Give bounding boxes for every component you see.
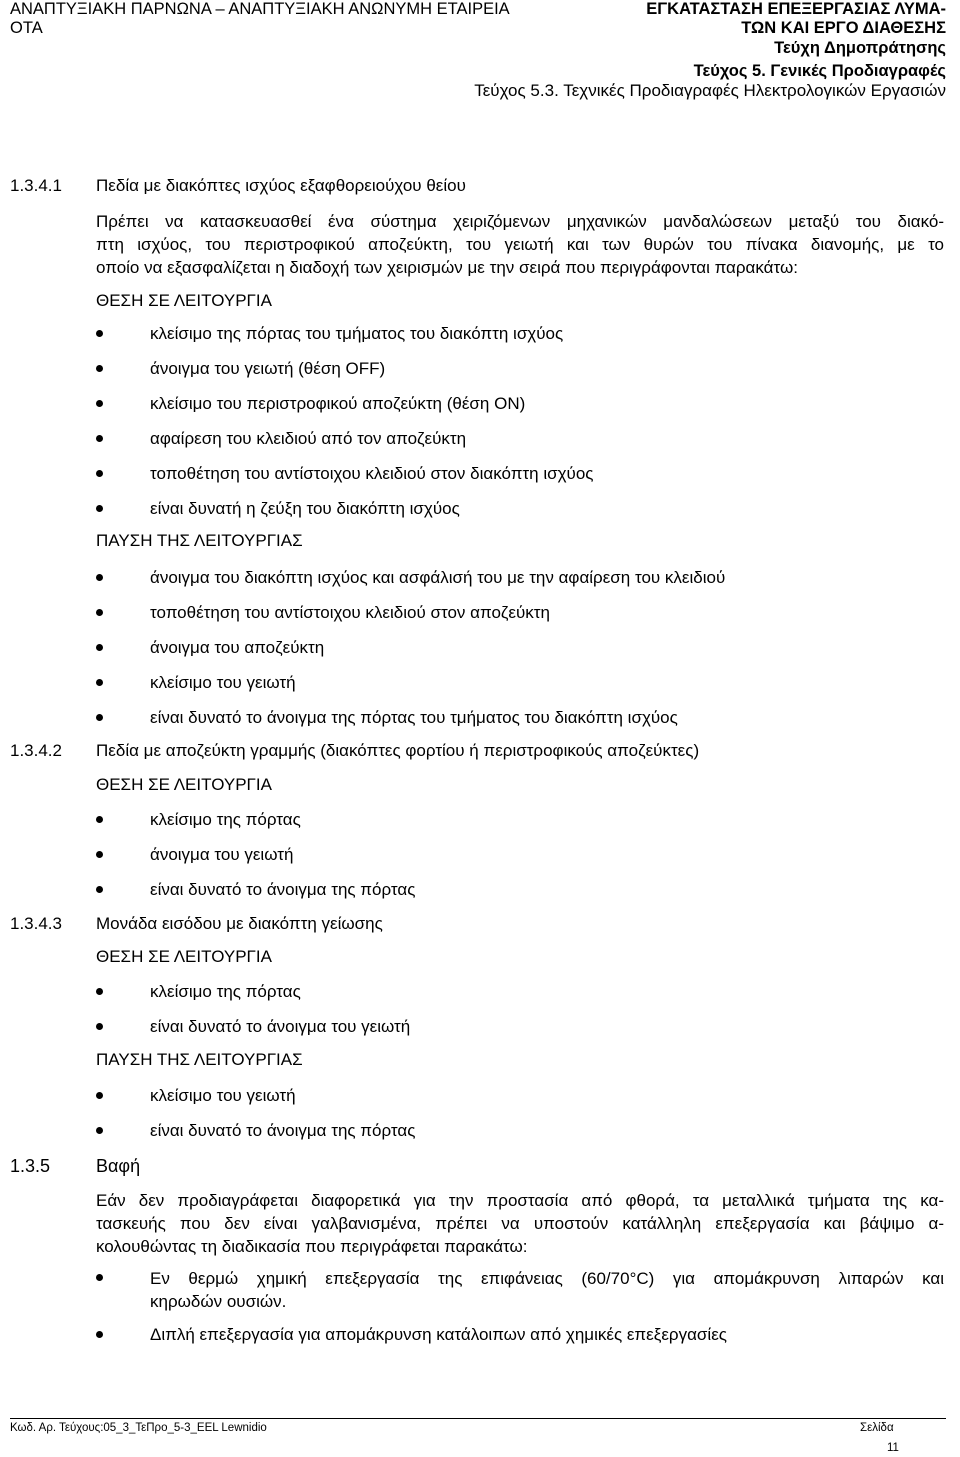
bullet-icon [96, 1274, 103, 1281]
bullet-icon [96, 365, 103, 372]
header-org-line1: ΑΝΑΠΤΥΞΙΑΚΗ ΠΑΡΝΩΝΑ – ΑΝΑΠΤΥΞΙΑΚΗ ΑΝΩΝΥΜΗ ΕΤΑΙΡΕΙΑ [10, 0, 510, 18]
list-item: Διπλή επεξεργασία για απομάκρυνση κατάλοιπων από χημικές επεξεργασίες [150, 1325, 727, 1344]
paragraph-line: Εάν δεν προδιαγράφεται διαφορετικά για την προστασία από φθορά, τα μεταλλικά τμήματα της κα- [96, 1191, 944, 1210]
footer-page-label: Σελίδα [860, 1422, 894, 1434]
list-item: είναι δυνατό το άνοιγμα της πόρτας του τμήματος του διακόπτη ισχύος [150, 708, 678, 727]
list-item: άνοιγμα του διακόπτη ισχύος και ασφάλισή του με την αφαίρεση του κλειδιού [150, 568, 726, 587]
section-title: Βαφή [96, 1156, 141, 1176]
list-item: είναι δυνατό το άνοιγμα της πόρτας [150, 1121, 416, 1140]
list-item: άνοιγμα του γειωτή [150, 845, 294, 864]
list-item: κλείσιμο του περιστροφικού αποζεύκτη (θέση ON) [150, 394, 526, 413]
paragraph-line: Πρέπει να κατασκευασθεί ένα σύστημα χειριζόμενων μηχανικών μανδαλώσεων μεταξύ του διακό- [96, 212, 944, 231]
bullet-icon [96, 400, 103, 407]
paragraph-line: οποίο να εξασφαλίζεται η διαδοχή των χειρισμών με την σειρά που περιγράφονται παρακάτω: [96, 258, 798, 277]
section-number: 1.3.4.1 [10, 176, 62, 195]
bullet-icon [96, 679, 103, 686]
list-item: είναι δυνατό το άνοιγμα της πόρτας [150, 880, 416, 899]
list-item: κλείσιμο της πόρτας [150, 982, 301, 1001]
bullet-icon [96, 505, 103, 512]
label-in-operation: ΘΕΣΗ ΣΕ ΛΕΙΤΟΥΡΓΙΑ [96, 775, 272, 794]
section-title: Μονάδα εισόδου με διακόπτη γείωσης [96, 914, 383, 933]
paragraph-line: πτη ισχύος, του περιστροφικού αποζεύκτη, του γειωτή και των θυρών του πίνακα διανομής, με το [96, 235, 944, 254]
paragraph-line: τασκευής που δεν είναι γαλβανισμένα, πρέπει να υποστούν κατάλληλη επεξεργασία και βάψιμο α- [96, 1214, 944, 1233]
list-item: αφαίρεση του κλειδιού από τον αποζεύκτη [150, 429, 467, 448]
list-item: τοποθέτηση του αντίστοιχου κλειδιού στον διακόπτη ισχύος [150, 464, 594, 483]
list-item-line: Εν θερμώ χημική επεξεργασία της επιφάνειας (60/70°C) για απομάκρυνση λιπαρών και [150, 1269, 944, 1288]
list-item: κλείσιμο της πόρτας [150, 810, 301, 829]
section-number: 1.3.4.3 [10, 914, 62, 933]
bullet-icon [96, 609, 103, 616]
bullet-icon [96, 816, 103, 823]
bullet-icon [96, 1331, 103, 1338]
footer-document-code: Κωδ. Αρ. Τεύχους:05_3_ΤεΠρο_5-3_EEL Lewnidio [10, 1422, 267, 1434]
paragraph-line: κολουθώντας τη διαδικασία που περιγράφεται παρακάτω: [96, 1237, 528, 1256]
list-item: άνοιγμα του γειωτή (θέση OFF) [150, 359, 386, 378]
header-volume: Τεύχος 5. Γενικές Προδιαγραφές [693, 62, 946, 80]
list-item: άνοιγμα του αποζεύκτη [150, 638, 325, 657]
label-in-operation: ΘΕΣΗ ΣΕ ΛΕΙΤΟΥΡΓΙΑ [96, 291, 272, 310]
bullet-icon [96, 1023, 103, 1030]
footer-divider [10, 1418, 946, 1419]
footer-page-number: 11 [887, 1442, 899, 1454]
section-paragraph [96, 210, 944, 279]
list-item: είναι δυνατό το άνοιγμα του γειωτή [150, 1017, 411, 1036]
list-item: κλείσιμο της πόρτας του τμήματος του διακόπτη ισχύος [150, 324, 564, 343]
list-item: κλείσιμο του γειωτή [150, 1086, 296, 1105]
label-stop-operation: ΠΑΥΣΗ ΤΗΣ ΛΕΙΤΟΥΡΓΙΑΣ [96, 1050, 303, 1069]
label-stop-operation: ΠΑΥΣΗ ΤΗΣ ΛΕΙΤΟΥΡΓΙΑΣ [96, 531, 303, 550]
list-item: είναι δυνατή η ζεύξη του διακόπτη ισχύος [150, 499, 460, 518]
bullet-icon [96, 644, 103, 651]
list-item: κλείσιμο του γειωτή [150, 673, 296, 692]
header-project-line2: ΤΩΝ ΚΑΙ ΕΡΓΟ ΔΙΑΘΕΣΗΣ [741, 19, 946, 37]
header-org-line2: ΟΤΑ [10, 19, 43, 37]
section-number: 1.3.4.2 [10, 741, 62, 760]
bullet-icon [96, 851, 103, 858]
section-paragraph [96, 1189, 944, 1258]
bullet-icon [96, 470, 103, 477]
list-item: τοποθέτηση του αντίστοιχου κλειδιού στον αποζεύκτη [150, 603, 550, 622]
header-project-line1: ΕΓΚΑΤΑΣΤΑΣΗ ΕΠΕΞΕΡΓΑΣΙΑΣ ΛΥΜΑ- [646, 0, 946, 18]
bullet-icon [96, 1092, 103, 1099]
bullet-icon [96, 330, 103, 337]
label-in-operation: ΘΕΣΗ ΣΕ ΛΕΙΤΟΥΡΓΙΑ [96, 947, 272, 966]
bullet-icon [96, 574, 103, 581]
header-subtitle: Τεύχος 5.3. Τεχνικές Προδιαγραφές Ηλεκτρολογικών Εργασιών [474, 81, 946, 100]
bullet-icon [96, 988, 103, 995]
header-tender-docs: Τεύχη Δημοπράτησης [774, 39, 946, 57]
bullet-icon [96, 714, 103, 721]
section-title: Πεδία με διακόπτες ισχύος εξαφθορειούχου θείου [96, 176, 466, 195]
bullet-icon [96, 435, 103, 442]
bullet-icon [96, 886, 103, 893]
list-item [150, 1267, 944, 1313]
list-item-line: κηρωδών ουσιών. [150, 1292, 287, 1311]
section-number: 1.3.5 [10, 1156, 51, 1176]
section-title: Πεδία με αποζεύκτη γραμμής (διακόπτες φορτίου ή περιστροφικούς αποζεύκτες) [96, 741, 700, 760]
bullet-icon [96, 1127, 103, 1134]
